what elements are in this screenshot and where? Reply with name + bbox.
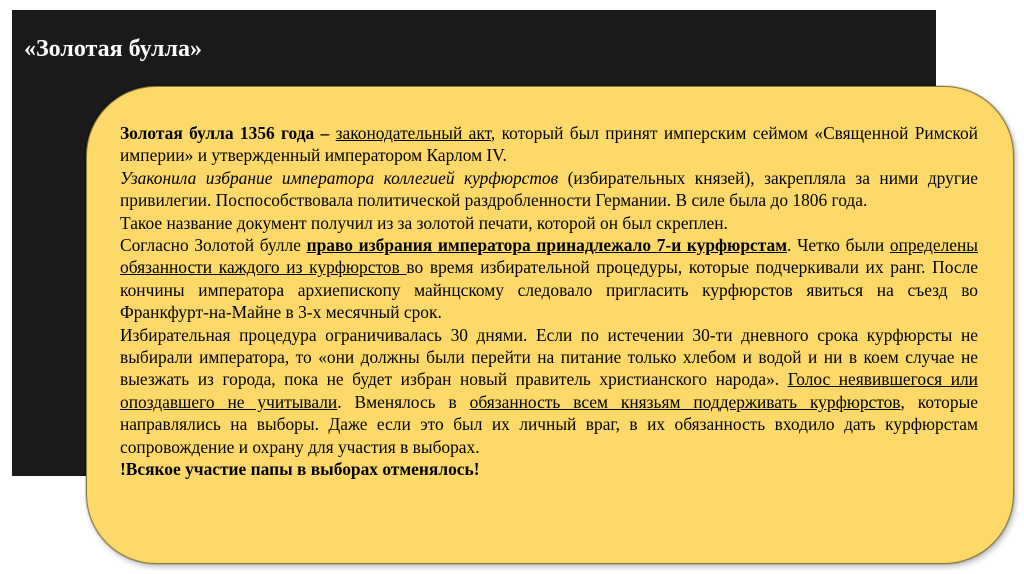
- electors-text-a: Согласно Золотой булле: [120, 235, 307, 256]
- paragraph-pope: !Всякое участие папы в выборах отменялось!: [120, 459, 480, 480]
- procedure-duty-support: обязанность всем князьям поддерживать курфюрстов: [469, 391, 901, 412]
- procedure-text-b: . Вменялось в: [337, 391, 470, 412]
- legalization-text: (избирательных князей), закрепляла за ними другие привилегии. Поспособствовала политической раздробленности Германии. В силе была до 1806 года.: [120, 167, 978, 211]
- electors-text-c: во время избирательной процедуры, которые подчеркивали их ранг. После кончины императора архиепископу майнцскому следовало пригласить курфюрстов явиться на съезд во Франкфурт-на-Майне в 3-х месячный срок.: [120, 257, 978, 323]
- paragraph-electors: [120, 234, 978, 324]
- electors-text-b: . Четко были: [787, 235, 890, 256]
- procedure-text-c: , которые направлялись на выборы. Даже если это был их личный враг, в их обязанность входило дать курфюрстам сопровождение и охрану для участия в выборах.: [120, 391, 978, 457]
- procedure-absent-vote: Голос неявившегося или опоздавшего не учитывали: [120, 369, 978, 412]
- paragraph-legalization: [120, 167, 978, 212]
- definition-text: , который был принят имперским сеймом «Священной Римской империи» и утвержденный императором Карлом IV.: [120, 123, 978, 166]
- electors-duties-underlined: определены обязанности каждого из курфюрстов: [120, 235, 978, 278]
- content-text: [120, 122, 978, 481]
- term-link: законодательный акт: [335, 123, 491, 143]
- paragraph-procedure: [120, 324, 978, 458]
- paragraph-definition: [120, 122, 978, 167]
- paragraph-name-origin: Такое название документ получил из за золотой печати, которой он был скреплен.: [120, 212, 728, 233]
- procedure-text-a: Избирательная процедура ограничивалась 30 днями. Если по истечении 30-ти дневного срока курфюрсты не выбирали императора, то «они должны были перейти на питание только хлебом и водой и ни в коем случае не выезжать из города, пока не будет избран новый правитель христианского народа».: [120, 324, 978, 390]
- legalization-italic: Узаконила избрание императора коллегией курфюрстов: [120, 167, 559, 188]
- slide-title: «Золотая булла»: [24, 36, 202, 62]
- electors-right-bold: право избрания императора принадлежало 7-и курфюрстам: [306, 235, 788, 256]
- term-heading: Золотая булла 1356 года –: [120, 123, 330, 143]
